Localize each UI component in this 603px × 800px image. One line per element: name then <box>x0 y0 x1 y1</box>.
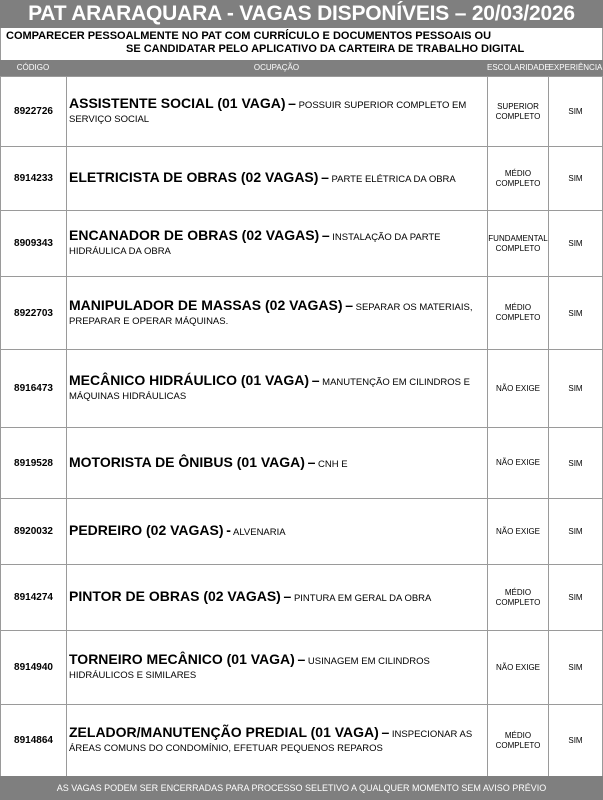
job-code: 8920032 <box>0 499 66 564</box>
job-experience: SIM <box>548 631 603 704</box>
table-row <box>0 427 603 498</box>
table-row <box>0 564 603 630</box>
job-description: POSSUIR SUPERIOR COMPLETO EM SERVIÇO SOCIAL <box>69 100 467 125</box>
job-occupation <box>66 147 487 210</box>
table-row <box>0 276 603 349</box>
job-education: MÉDIO COMPLETO <box>487 147 548 210</box>
instruction-line-1: COMPARECER PESSOALMENTE NO PAT COM CURRÍCULO E DOCUMENTOS PESSOAIS OU <box>6 30 492 42</box>
job-occupation <box>66 631 487 704</box>
job-experience: SIM <box>548 147 603 210</box>
job-description: PARTE ELÉTRICA DA OBRA <box>331 174 456 185</box>
job-experience: SIM <box>548 705 603 776</box>
table-row <box>0 146 603 210</box>
job-separator: – <box>311 372 320 388</box>
job-separator: – <box>283 588 292 604</box>
job-title: MANIPULADOR DE MASSAS (02 VAGAS) <box>69 296 343 313</box>
footer-notice: AS VAGAS PODEM SER ENCERRADAS PARA PROCESSO SELETIVO A QUALQUER MOMENTO SEM AVISO PRÉVIO <box>0 776 603 800</box>
job-separator: – <box>321 169 329 185</box>
job-separator: – <box>297 651 306 667</box>
job-description: SEPARAR OS MATERIAIS, PREPARAR E OPERAR MÁQUINAS. <box>69 301 473 327</box>
job-description: ALVENARIA <box>232 527 286 538</box>
header-code: CÓDIGO <box>16 63 50 72</box>
job-education: MÉDIO COMPLETO <box>487 565 548 630</box>
job-experience: SIM <box>548 77 603 146</box>
job-description: MANUTENÇÃO EM CILINDROS E MÁQUINAS HIDRÁULICAS <box>69 377 470 402</box>
job-separator: – <box>381 724 390 740</box>
job-education: NÃO EXIGE <box>487 499 548 564</box>
job-experience: SIM <box>548 277 603 349</box>
job-separator: – <box>288 95 296 111</box>
job-occupation <box>66 277 487 349</box>
job-title: ZELADOR/MANUTENÇÃO PREDIAL (01 VAGA) <box>69 724 379 740</box>
job-experience: SIM <box>548 350 603 427</box>
header-occupation: OCUPAÇÃO <box>253 63 300 72</box>
job-description: PINTURA EM GERAL DA OBRA <box>293 593 432 604</box>
job-title: ELETRICISTA DE OBRAS (02 VAGAS) <box>69 169 319 185</box>
job-separator: – <box>345 296 353 313</box>
job-title: PINTOR DE OBRAS (02 VAGAS) <box>69 588 281 604</box>
job-education: MÉDIO COMPLETO <box>487 705 548 776</box>
job-code: 8914233 <box>0 147 66 210</box>
job-experience: SIM <box>548 428 603 498</box>
job-education: NÃO EXIGE <box>487 428 548 498</box>
job-experience: SIM <box>548 211 603 276</box>
job-code: 8914940 <box>0 631 66 704</box>
job-title: PEDREIRO (02 VAGAS) <box>69 522 224 538</box>
job-occupation <box>66 565 487 630</box>
job-title: TORNEIRO MECÂNICO (01 VAGA) <box>69 651 295 667</box>
job-description: INSPECIONAR AS ÁREAS COMUNS DO CONDOMÍNIO, EFETUAR PEQUENOS REPAROS <box>69 729 473 754</box>
job-occupation <box>66 350 487 427</box>
job-experience: SIM <box>548 565 603 630</box>
job-code: 8914274 <box>0 565 66 630</box>
job-code: 8909343 <box>0 211 66 276</box>
job-code: 8916473 <box>0 350 66 427</box>
instruction-line-2: SE CANDIDATAR PELO APLICATIVO DA CARTEIRA DE TRABALHO DIGITAL <box>126 43 525 55</box>
job-education: MÉDIO COMPLETO <box>487 277 548 349</box>
job-separator: - <box>226 522 231 538</box>
job-code: 8922703 <box>0 277 66 349</box>
job-separator: – <box>321 227 330 243</box>
instruction-text <box>0 28 603 60</box>
job-occupation <box>66 705 487 776</box>
table-row <box>0 630 603 704</box>
job-education: NÃO EXIGE <box>487 350 548 427</box>
header-education: ESCOLARIDADE <box>487 63 550 72</box>
job-code: 8919528 <box>0 428 66 498</box>
job-code: 8922726 <box>0 77 66 146</box>
job-occupation <box>66 77 487 146</box>
job-code: 8914864 <box>0 705 66 776</box>
table-header <box>0 60 603 76</box>
table-row <box>0 210 603 276</box>
job-education: FUNDAMENTAL COMPLETO <box>487 211 548 276</box>
page-title: PAT ARARAQUARA - VAGAS DISPONÍVEIS – 20/03/2026 <box>0 0 603 28</box>
table-row <box>0 498 603 564</box>
job-education: NÃO EXIGE <box>487 631 548 704</box>
job-occupation <box>66 211 487 276</box>
job-title: ENCANADOR DE OBRAS (02 VAGAS) <box>69 227 320 243</box>
job-occupation <box>66 428 487 498</box>
job-title: ASSISTENTE SOCIAL (01 VAGA) <box>69 95 286 111</box>
job-occupation <box>66 499 487 564</box>
table-row <box>0 76 603 146</box>
table-row <box>0 349 603 427</box>
header-experience: EXPERIÊNCIA <box>548 63 603 72</box>
job-description: USINAGEM EM CILINDROS HIDRÁULICOS E SIMILARES <box>69 656 430 681</box>
table-row <box>0 704 603 776</box>
job-description: INSTALAÇÃO DA PARTE HIDRÁULICA DA OBRA <box>69 232 441 257</box>
job-experience: SIM <box>548 499 603 564</box>
job-title: MECÂNICO HIDRÁULICO (01 VAGA) <box>69 372 310 388</box>
job-description: CNH E <box>318 458 348 470</box>
job-separator: – <box>307 453 316 470</box>
job-education: SUPERIOR COMPLETO <box>487 77 548 146</box>
job-title: MOTORISTA DE ÔNIBUS (01 VAGA) <box>69 453 305 470</box>
